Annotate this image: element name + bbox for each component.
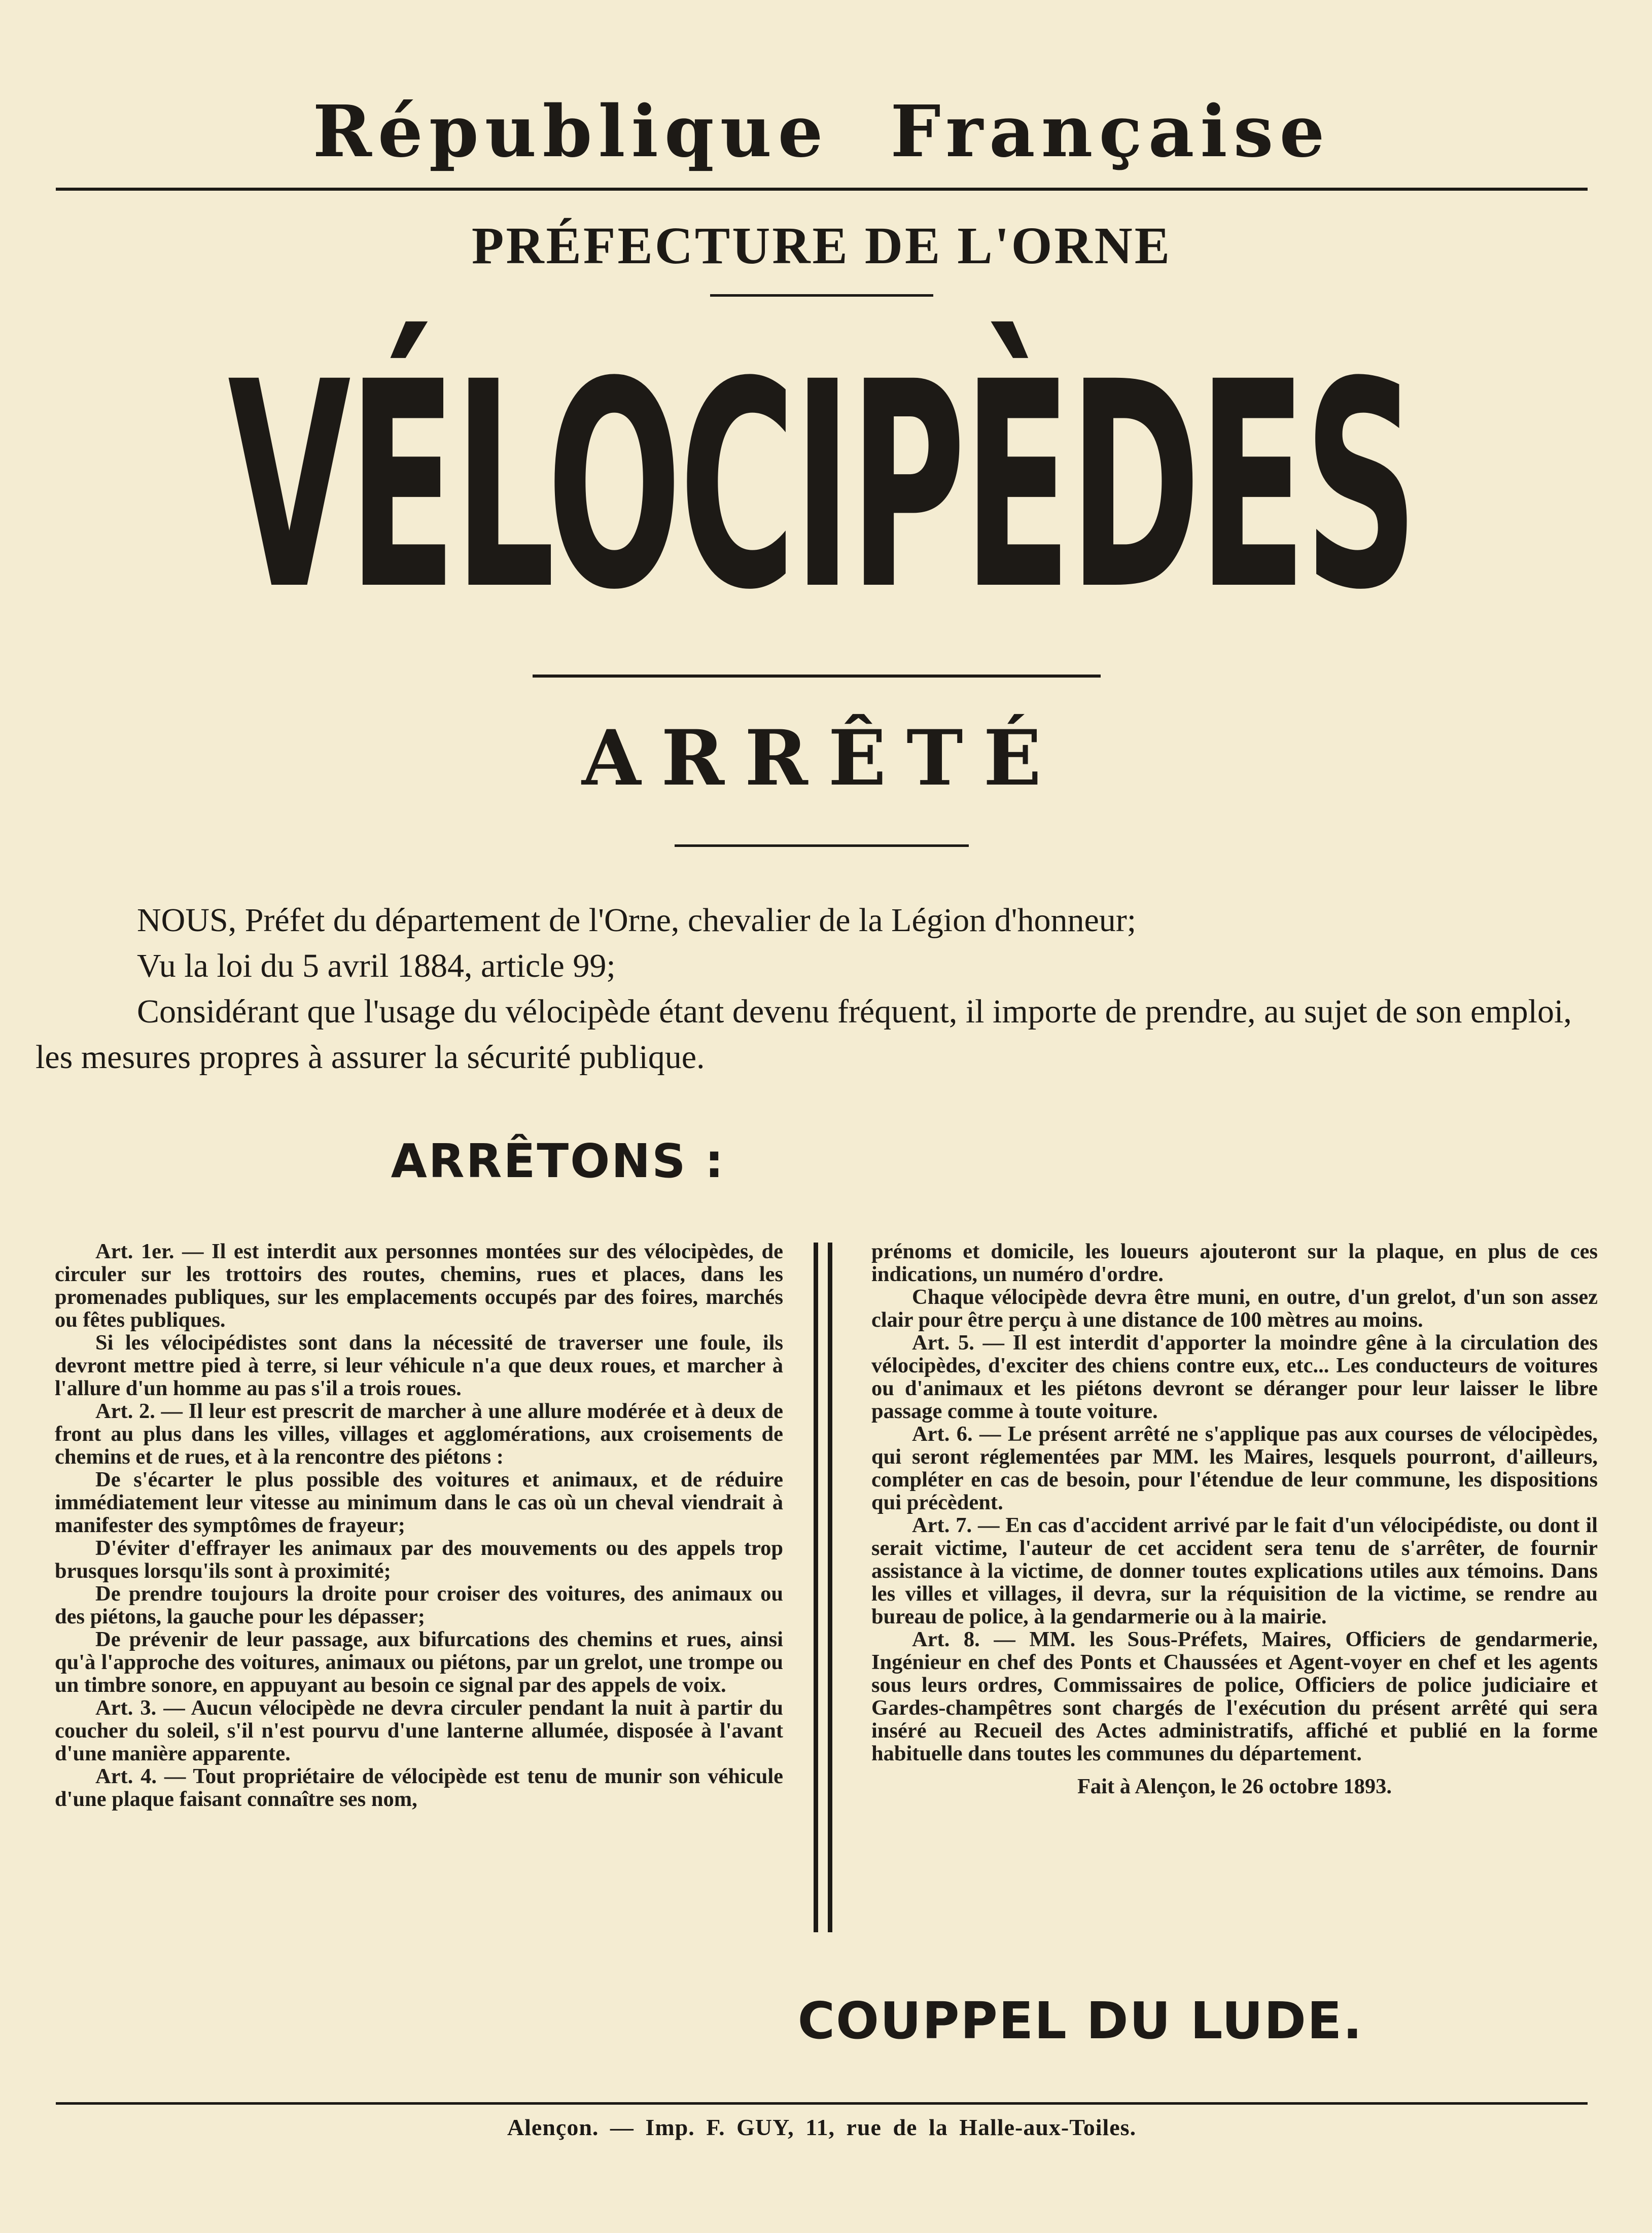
short-rule-2	[533, 675, 1101, 678]
arrete-heading: ARRÊTÉ	[582, 714, 1062, 803]
footer-rule	[56, 2102, 1588, 2105]
printer-imprint: Alençon. — Imp. F. GUY, 11, rue de la Halle-aux-Toiles.	[507, 2114, 1137, 2140]
article-paragraph: Art. 6. — Le présent arrêté ne s'applique pas aux courses de vélocipèdes, qui seront réglementées par MM. les Maires, lesquels pourront, d'ailleurs, compléter en cas de besoin, pour l'étendue de leur commune, les dispositions qui précèdent.	[871, 1422, 1598, 1514]
short-rule-1	[710, 294, 933, 297]
article-paragraph: Si les vélocipédistes sont dans la nécessité de traverser une foule, ils devront mettre pied à terre, si leur véhicule n'a que deux roues, et marcher à l'allure d'un homme au pas s'il a trois roues.	[55, 1331, 783, 1400]
preamble-line-1: NOUS, Préfet du département de l'Orne, chevalier de la Légion d'honneur;	[137, 902, 1137, 939]
article-paragraph: De prendre toujours la droite pour croiser des voitures, des animaux ou des piétons, la gauche pour les dépasser;	[55, 1582, 783, 1628]
title-container	[56, 304, 1588, 669]
page-title: VÉLOCIPÈDES	[228, 322, 1416, 652]
republique-heading: République Française	[312, 90, 1331, 173]
arretons-heading: ARRÊTONS :	[391, 1134, 725, 1188]
article-paragraph: Art. 5. — Il est interdit d'apporter la moindre gêne à la circulation des vélocipèdes, d'exciter des chiens contre eux, etc... Les conducteurs de voitures ou d'animaux et les piétons devront se déranger pour leur laisser le libre passage comme à toute voiture.	[871, 1331, 1598, 1423]
article-paragraph: D'éviter d'effrayer les animaux par des mouvements ou des appels trop brusques lorsqu'ils sont à proximité;	[55, 1536, 783, 1583]
article-paragraph: Art. 4. — Tout propriétaire de vélocipède est tenu de munir son véhicule d'une plaque faisant connaître ses nom,	[55, 1764, 783, 1811]
preamble	[36, 898, 1588, 1080]
prefecture-heading: PRÉFECTURE DE L'ORNE	[471, 217, 1172, 275]
article-paragraph: Art. 8. — MM. les Sous-Préfets, Maires, Officiers de gendarmerie, Ingénieur en chef des Ponts et Chaussées et Agent-voyer en chef et les agents sous leurs ordres, Commissaires de police, Officiers de police judiciaire et Gardes-champêtres sont chargés de l'exécution du présent arrêté qui sera inséré au Recueil des Actes administratifs, affiché et publié en la forme habituelle dans toutes les communes du département.	[871, 1627, 1598, 1765]
article-paragraph: Art. 7. — En cas d'accident arrivé par le fait d'un vélocipédiste, ou dont il serait victime, l'auteur de cet accident sera tenu de s'arrêter, de fournir assistance à la victime, de donner toutes explications utiles aux témoins. Dans les villes et villages, il devra, sur la réquisition de la victime, se rendre au bureau de police, à la gendarmerie ou à la mairie.	[871, 1513, 1598, 1628]
article-paragraph: Art. 2. — Il leur est prescrit de marcher à une allure modérée et à deux de front au plus dans les villes, villages et agglomérations, aux croisements de chemins et de rues, et à la rencontre des piétons :	[55, 1399, 783, 1469]
top-rule	[56, 188, 1588, 191]
signature: COUPPEL DU LUDE.	[797, 1991, 1363, 2050]
preamble-line-3: Considérant que l'usage du vélocipède étant devenu fréquent, il importe de prendre, au sujet de son emploi, les mesures propres à assurer la sécurité publique.	[36, 993, 1572, 1076]
article-paragraph: De s'écarter le plus possible des voitures et animaux, et de réduire immédiatement leur vitesse au minimum dans le cas où un cheval viendrait à manifester des symptômes de frayeur;	[55, 1468, 783, 1537]
short-rule-3	[675, 844, 969, 847]
article-paragraph: Art. 3. — Aucun vélocipède ne devra circuler pendant la nuit à partir du coucher du soleil, s'il n'est pourvu d'une lanterne allumée, disposée à l'avant d'une manière apparente.	[55, 1696, 783, 1765]
preamble-line-2: Vu la loi du 5 avril 1884, article 99;	[137, 947, 616, 984]
article-paragraph: prénoms et domicile, les loueurs ajouteront sur la plaque, en plus de ces indications, un numéro d'ordre.	[871, 1240, 1598, 1286]
date-line: Fait à Alençon, le 26 octobre 1893.	[1077, 1775, 1392, 1798]
column-divider-left	[814, 1243, 818, 1932]
article-paragraph: Chaque vélocipède devra être muni, en outre, d'un grelot, d'un son assez clair pour être perçu à une distance de 100 mètres au moins.	[871, 1285, 1598, 1332]
article-paragraph: De prévenir de leur passage, aux bifurcations des chemins et rues, ainsi qu'à l'approche des voitures, animaux ou piétons, par un grelot, une trompe ou un timbre sonore, en appuyant au besoin ce signal par des appels de voix.	[55, 1627, 783, 1697]
articles-column-right	[871, 1240, 1598, 1940]
article-paragraph: Art. 1er. — Il est interdit aux personnes montées sur des vélocipèdes, de circuler sur les trottoirs des routes, chemins, rues et places, dans les promenades publiques, sur les emplacements occupés par des foires, marchés ou fêtes publiques.	[55, 1240, 783, 1332]
articles-column-left	[55, 1240, 783, 1940]
column-divider-right	[828, 1243, 832, 1932]
